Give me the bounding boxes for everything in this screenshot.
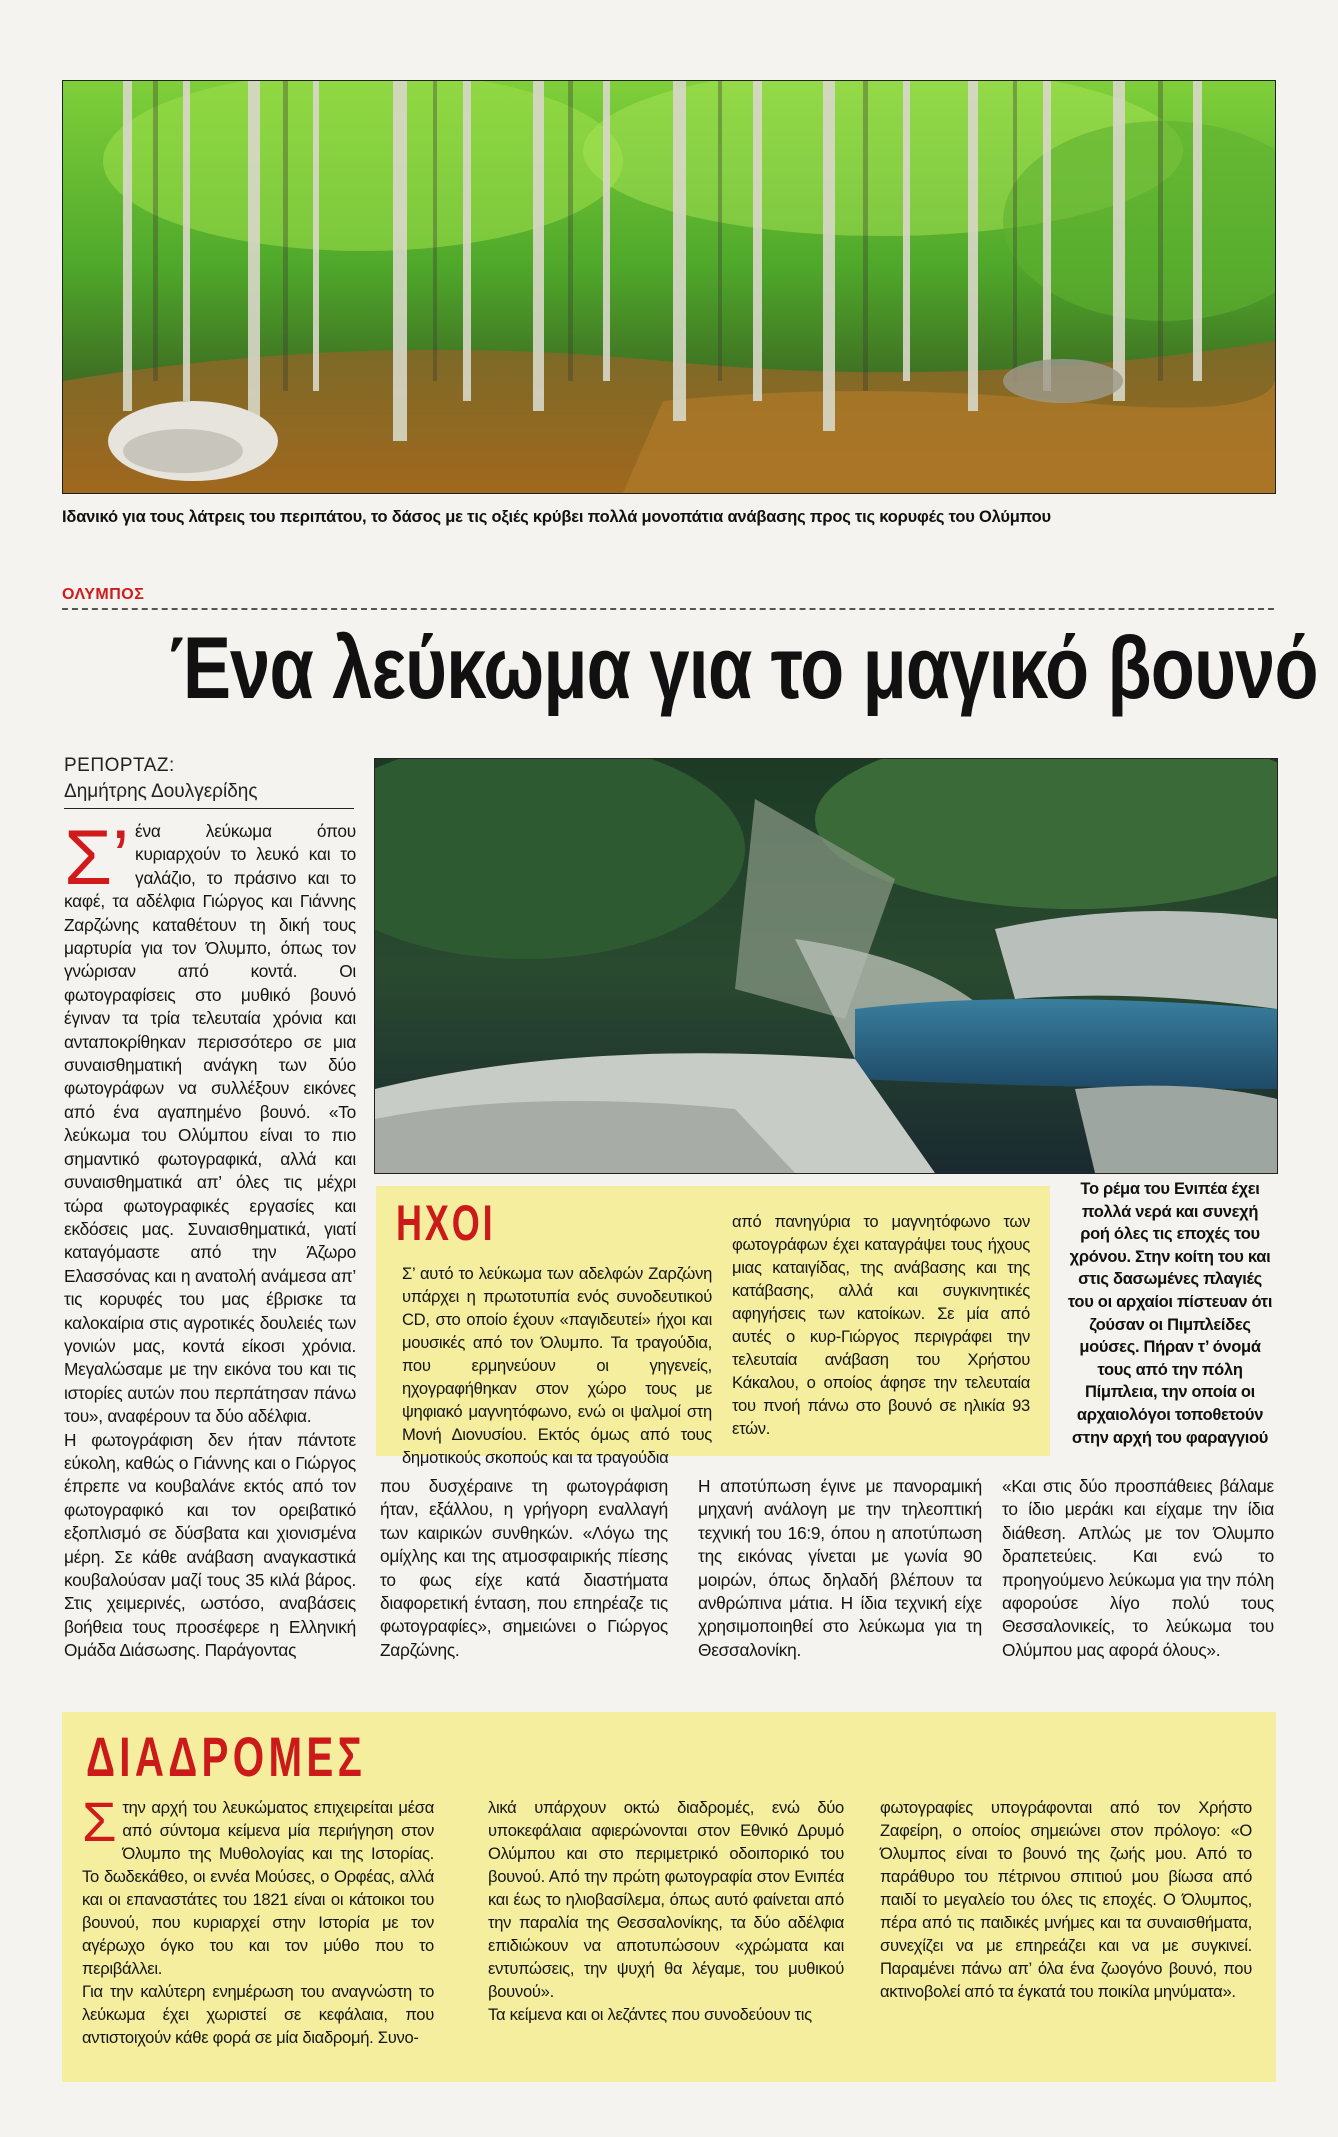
article-column-2-text: που δυσχέραινε τη φωτογράφιση ήταν, εξάλλου, η γρήγορη εναλλαγή των καιρικών συνθηκών. «Λόγω της ομίχλης και της ατμοσφαιρικής πίεσης το φως είχε κατά διαστήματα διαφορετική ένταση, που επηρέαζε τις φωτογραφίες», σημειώνει ο Γιώργος Ζαρζώνης. [380, 1476, 668, 1660]
article-dropcap: Σ’ [64, 813, 130, 901]
article-main-column [64, 813, 356, 1670]
article-column-2 [380, 1475, 668, 1675]
section-label: ΟΛΥΜΠΟΣ [62, 586, 145, 603]
routes-box-text-1: την αρχή του λευκώματος επιχειρείται μέσα από σύντομα κείμενα μία περιήγηση στον Όλυμπο της Μυθολογίας και της Ιστορίας. Το δωδεκάθεο, οι εννέα Μούσες, ο Ορφέας, αλλά και οι επαναστάτες του 1821 είναι οι κάτοικοι του βουνού, που κυριαρχεί στην Ιστορία με τον αγέρωχο όγκο του και τον μύθο που το περιβάλλει. [82, 1798, 434, 1978]
forest-photo-illustration [63, 81, 1275, 493]
sounds-box-column-1 [402, 1262, 712, 1469]
section-divider [62, 608, 1274, 610]
routes-box-column-2 [488, 1796, 844, 2026]
byline-label: ΡΕΠΟΡΤΑΖ: [64, 755, 175, 776]
article-body-paragraph-2: Η φωτογράφιση δεν ήταν πάντοτε εύκολη, καθώς ο Γιάννης και ο Γιώργος έπρεπε να κουβαλάνε εκτός από τον φωτογραφικό και τον ορειβατικό εξοπλισμό σε δύσβατα και χιονισμένα μέρη. Σε κάθε ανάβαση αναγκαστικά κουβαλούσαν μαζί τους 35 κιλά βάρος. Στις χειμερινές, ωστόσο, αναβάσεις βοήθεια τους προσέφερε η Ελληνική Ομάδα Διάσωσης. Παράγοντας [64, 1429, 356, 1661]
headline: Ένα λεύκωμα για το μαγικό βουνό [169, 618, 1318, 717]
river-photo [374, 758, 1278, 1174]
byline-author: Δημήτρης Δουλγερίδης [64, 781, 258, 802]
river-photo-illustration [375, 759, 1277, 1173]
routes-box-column-1 [82, 1790, 434, 2049]
routes-box-text-2b: Τα κείμενα και οι λεζάντες που συνοδεύουν τις [488, 2005, 812, 2024]
routes-box-column-3 [880, 1796, 1252, 2003]
sounds-box-title: ΗΧΟΙ [396, 1195, 496, 1251]
routes-dropcap: Σ [82, 1790, 117, 1853]
forest-photo [62, 80, 1276, 494]
sounds-box-text-1: Σ’ αυτό το λεύκωμα των αδελφών Ζαρζώνη υπάρχει η πρωτοτυπία ενός συνοδευτικού CD, στο οποίο έχουν «παγιδευτεί» ήχοι και μουσικές από τον Όλυμπο. Τα τραγούδια, που ερμηνεύουν οι γηγενείς, ηχογραφήθηκαν στον χώρο τους με ψηφιακό μαγνητόφωνο, ενώ οι ψαλμοί στη Μονή Διονυσίου. Εκτός όμως από τους δημοτικούς σκοπούς και τα τραγούδια [402, 1264, 712, 1467]
river-photo-caption: Το ρέμα του Ενιπέα έχει πολλά νερά και συνεχή ροή όλες τις εποχές του χρόνου. Στην κοίτη του και στις δασωμένες πλαγιές του οι αρχαίοι πίστευαν ότι ζούσαν οι Πιμπλείδες μούσες. Πήραν τ’ όνομά τους από την πόλη Πίμπλεια, την οποία οι αρχαιολόγοι τοποθετούν στην αρχή του φαραγγιού [1067, 1180, 1273, 1447]
routes-box-title: ΔΙΑΔΡΟΜΕΣ [86, 1725, 367, 1788]
article-column-3 [698, 1475, 982, 1675]
routes-box-text-3: φωτογραφίες υπογράφονται από τον Χρήστο Ζαφείρη, ο οποίος σημειώνει στον πρόλογο: «Ο Όλυμπος είναι το βουνό της ζωής μου. Από το παράθυρο του πέτρινου σπιτιού μου βίωσα από παιδί το μεγαλείο του όλες τις εποχές. Ο Όλυμπος, πέρα από τις παιδικές μνήμες και τα συναισθήματα, συνεχίζει να με επηρεάζει και να με συγκινεί. Παραμένει πάνω απ’ όλα ένα ζωογόνο βουνό, που ακτινοβολεί από τα έγκατά του ποικίλα μηνύματα». [880, 1798, 1252, 2001]
routes-box-text-2: λικά υπάρχουν οκτώ διαδρομές, ενώ δύο υποκεφάλαια αφιερώνονται στον Εθνικό Δρυμό Ολύμπου και στο περιμετρικό οδοιπορικό του βουνού. Από την πρώτη φωτογραφία στον Ενιπέα και έως το ηλιοβασίλεμα, όπως αυτό φαίνεται από την παραλία της Θεσσαλονίκης, τα δύο αδέλφια επιδιώκουν να αποτυπώσουν «χρώματα και εντυπώσεις, την ψυχή θα λέγαμε, του μυθικού βουνού». [488, 1798, 844, 2001]
sounds-box-text-2: από πανηγύρια το μαγνητόφωνο των φωτογράφων έχει καταγράψει τους ήχους μιας καταιγίδας, της ανάβασης και της κατάβασης, αλλά και συγκινητικές αφηγήσεις των κατοίκων. Σε μία από αυτές ο κυρ-Γιώργος περιγράφει την τελευταία ανάβαση του Χρήστου Κάκαλου, ο οποίος άφησε την τελευταία του πνοή πάνω στο βουνό σε ηλικία 93 ετών. [732, 1212, 1030, 1438]
byline-underline [64, 808, 354, 809]
routes-box-text-1b: Για την καλύτερη ενημέρωση του αναγνώστη το λεύκωμα έχει χωριστεί σε κεφάλαια, που αντιστοιχούν κάθε φορά σε μία διαδρομή. Συνο- [82, 1982, 434, 2047]
sounds-box-column-2 [732, 1210, 1030, 1440]
article-column-4-text: «Και στις δύο προσπάθειες βάλαμε το ίδιο μεράκι και είχαμε την ίδια διάθεση. Απλώς με τον Όλυμπο δραπετεύεις. Και ενώ το προηγούμενο λεύκωμα για την πόλη αφορούσε λίγο πολύ τους Θεσσαλονικείς, το λεύκωμα του Ολύμπου μας αφορά όλους». [1002, 1476, 1274, 1660]
sounds-sidebar-box [376, 1186, 1050, 1467]
routes-sidebar-box [62, 1712, 1276, 2082]
article-body-paragraph-1: ένα λεύκωμα όπου κυριαρχούν το λευκό και το γαλάζιο, το πράσινο και το καφέ, τα αδέλφια Γιώργος και Γιάννης Ζαρζώνης καταθέτουν τη δική τους μαρτυρία για τον Όλυμπο, όπως τον γνώρισαν από κοντά. Οι φωτογραφίσεις στο μυθικό βουνό έγιναν τα τρία τελευταία χρόνια και ανταποκρίθηκαν περισσότερο σε μια συναισθηματική ανάγκη των δύο φωτογράφων να συλλέξουν εικόνες από ένα αγαπημένο βουνό. «Το λεύκωμα του Ολύμπου είναι το πιο σημαντικό φωτογραφικά, αλλά και συναισθηματικά απ’ όλες τις μέχρι τώρα φωτογραφικές εργασίες και εκδόσεις μας. Συναισθηματικά, γιατί καταγόμαστε από την Άζωρο Ελασσόνας και η ανατολή ανάμεσα απ’ τις κορυφές του μας έβρισκε τα καλοκαίρια στις αγροτικές δουλειές των γονιών μας, κοντά είκοσι χρόνια. Μεγαλώσαμε με την εικόνα του και τις ιστορίες αυτών που περπάτησαν πάνω του», αναφέρουν τα δύο αδέλφια. [64, 821, 356, 1427]
article-column-4 [1002, 1475, 1274, 1675]
article-column-3-text: Η αποτύπωση έγινε με πανοραμική μηχανή ανάλογη με την τηλεοπτική τεχνική του 16:9, όπου η αποτύπωση της εικόνας γίνεται με γωνία 90 μοιρών, όπως δηλαδή βλέπουν τα ανθρώπινα μάτια. Η ίδια τεχνική είχε χρησιμοποιηθεί στο λεύκωμα για τη Θεσσαλονίκη. [698, 1476, 982, 1660]
forest-photo-caption: Ιδανικό για τους λάτρεις του περιπάτου, το δάσος με τις οξιές κρύβει πολλά μονοπάτια ανάβασης προς τις κορυφές του Ολύμπου [62, 508, 1051, 526]
